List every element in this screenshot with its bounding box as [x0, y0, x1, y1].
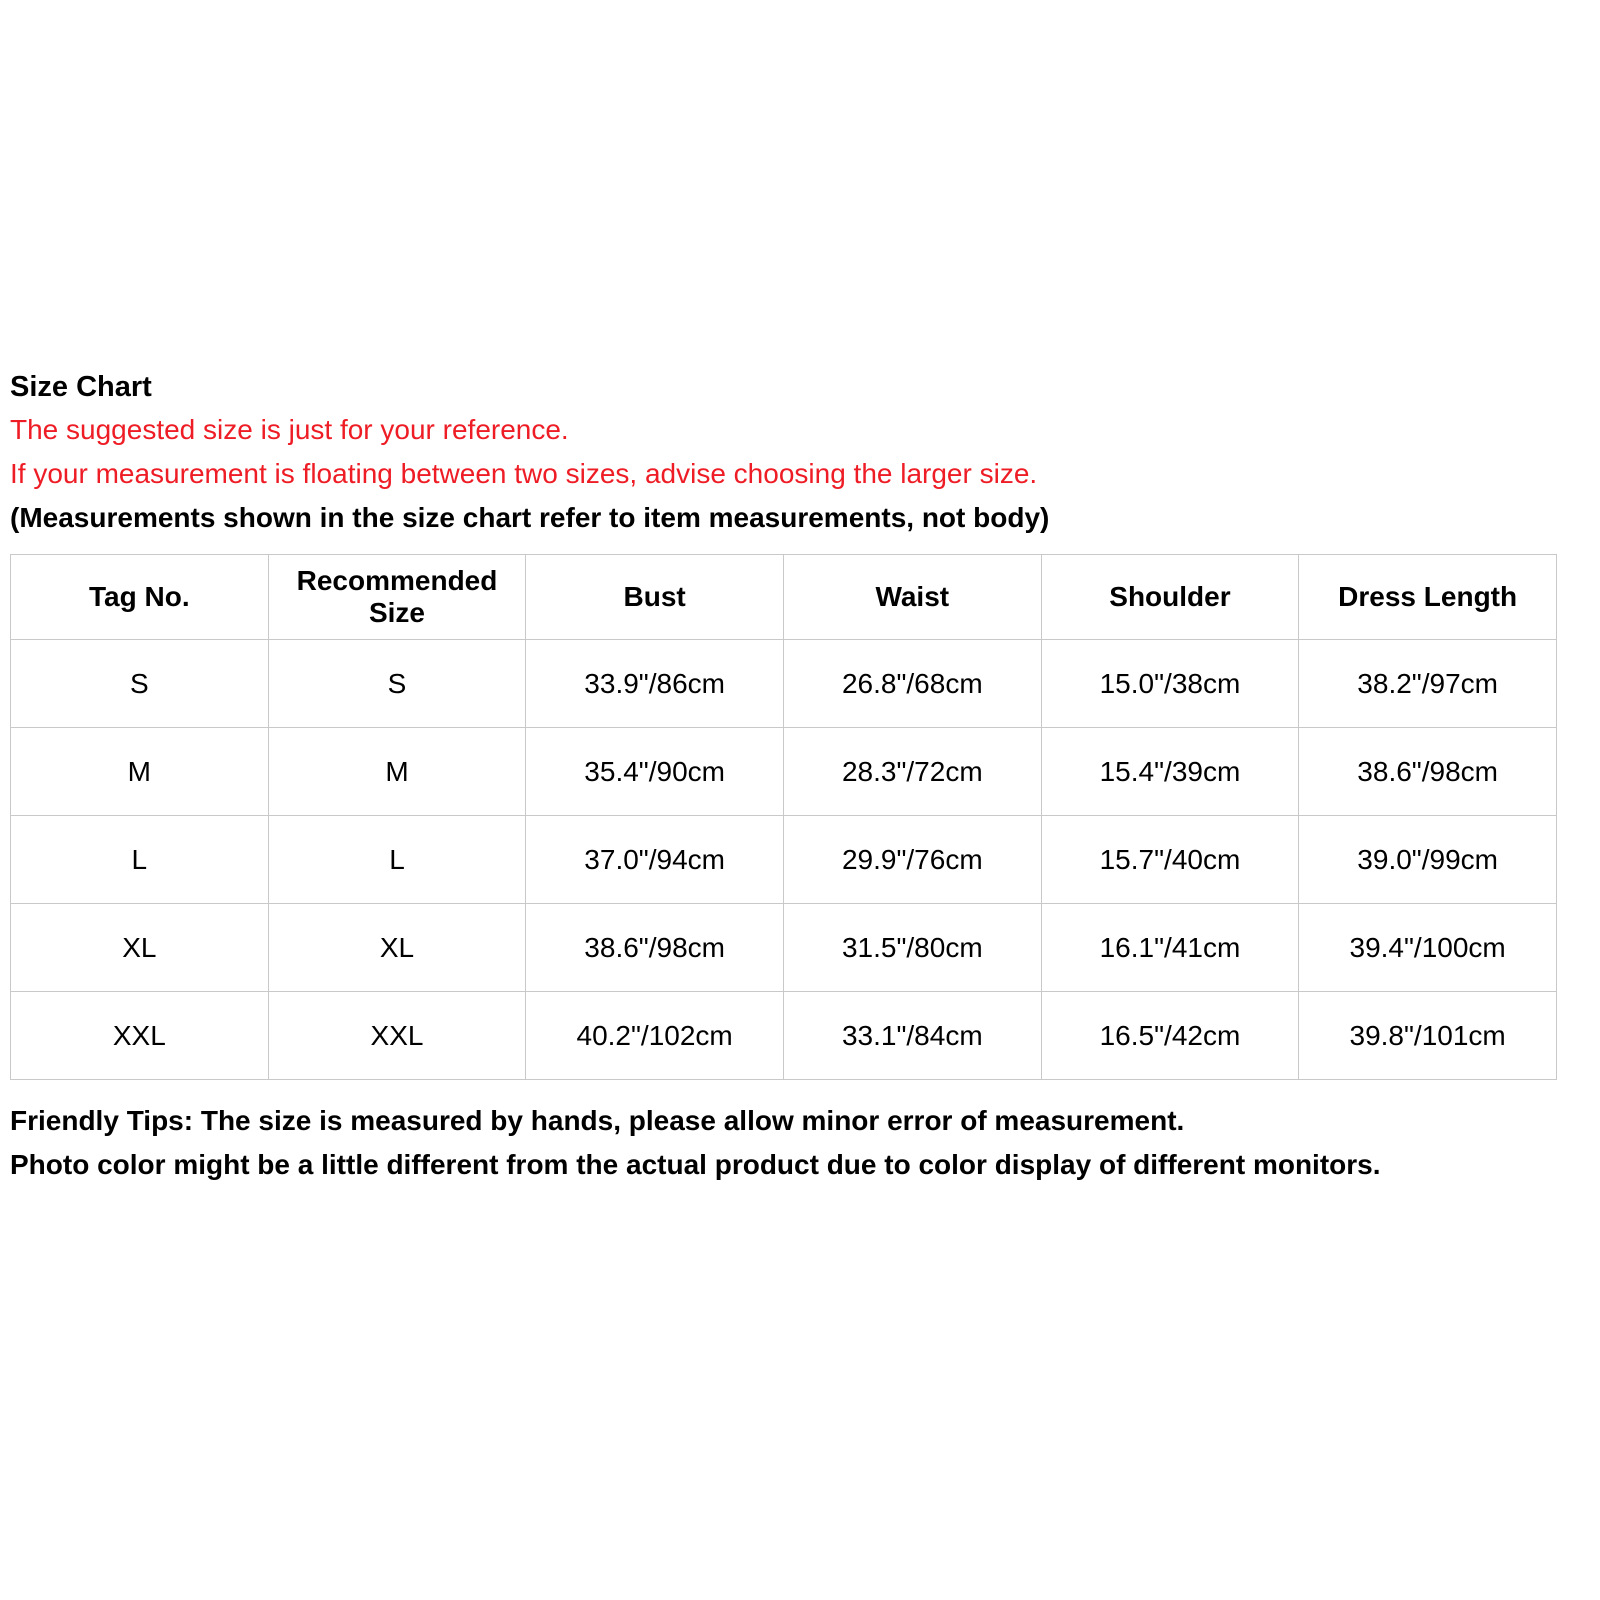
size-cell: 33.9"/86cm [526, 640, 784, 728]
size-cell: 40.2"/102cm [526, 992, 784, 1080]
table-row [11, 904, 1557, 992]
size-cell: 38.6"/98cm [1299, 728, 1557, 816]
size-cell: 26.8"/68cm [783, 640, 1041, 728]
table-row [11, 640, 1557, 728]
column-header: Tag No. [11, 555, 269, 640]
size-cell: S [11, 640, 269, 728]
size-cell: XXL [268, 992, 526, 1080]
size-cell: 39.8"/101cm [1299, 992, 1557, 1080]
size-cell: 38.2"/97cm [1299, 640, 1557, 728]
table-row [11, 728, 1557, 816]
size-cell: 35.4"/90cm [526, 728, 784, 816]
size-cell: 31.5"/80cm [783, 904, 1041, 992]
table-row [11, 816, 1557, 904]
column-header: Bust [526, 555, 784, 640]
size-cell: L [11, 816, 269, 904]
size-cell: 15.0"/38cm [1041, 640, 1299, 728]
column-header: Dress Length [1299, 555, 1557, 640]
size-chart-table [10, 554, 1557, 1080]
photo-color-note: Photo color might be a little different from the actual product due to color display of different monitors. [10, 1149, 1381, 1180]
sizing-advice-note: If your measurement is floating between two sizes, advise choosing the larger size. [10, 458, 1038, 489]
size-cell: 16.1"/41cm [1041, 904, 1299, 992]
size-cell: 39.4"/100cm [1299, 904, 1557, 992]
size-cell: 33.1"/84cm [783, 992, 1041, 1080]
size-cell: XL [268, 904, 526, 992]
size-cell: XL [11, 904, 269, 992]
column-header: Recommended Size [268, 555, 526, 640]
size-chart-section [10, 372, 1557, 1180]
size-cell: 39.0"/99cm [1299, 816, 1557, 904]
size-cell: 38.6"/98cm [526, 904, 784, 992]
size-cell: 15.4"/39cm [1041, 728, 1299, 816]
size-cell: L [268, 816, 526, 904]
size-cell: M [11, 728, 269, 816]
size-cell: 28.3"/72cm [783, 728, 1041, 816]
table-row [11, 992, 1557, 1080]
size-cell: 37.0"/94cm [526, 816, 784, 904]
size-cell: 29.9"/76cm [783, 816, 1041, 904]
column-header: Waist [783, 555, 1041, 640]
size-cell: 16.5"/42cm [1041, 992, 1299, 1080]
column-header: Shoulder [1041, 555, 1299, 640]
table-header [11, 555, 1557, 640]
measurement-disclaimer: (Measurements shown in the size chart refer to item measurements, not body) [10, 502, 1050, 533]
size-cell: XXL [11, 992, 269, 1080]
size-cell: 15.7"/40cm [1041, 816, 1299, 904]
reference-note: The suggested size is just for your reference. [10, 414, 569, 445]
size-cell: M [268, 728, 526, 816]
table-header-row [11, 555, 1557, 640]
friendly-tips-note: Friendly Tips: The size is measured by hands, please allow minor error of measurement. [10, 1105, 1185, 1136]
size-cell: S [268, 640, 526, 728]
page-title: Size Chart [10, 371, 152, 403]
table-body [11, 640, 1557, 1080]
